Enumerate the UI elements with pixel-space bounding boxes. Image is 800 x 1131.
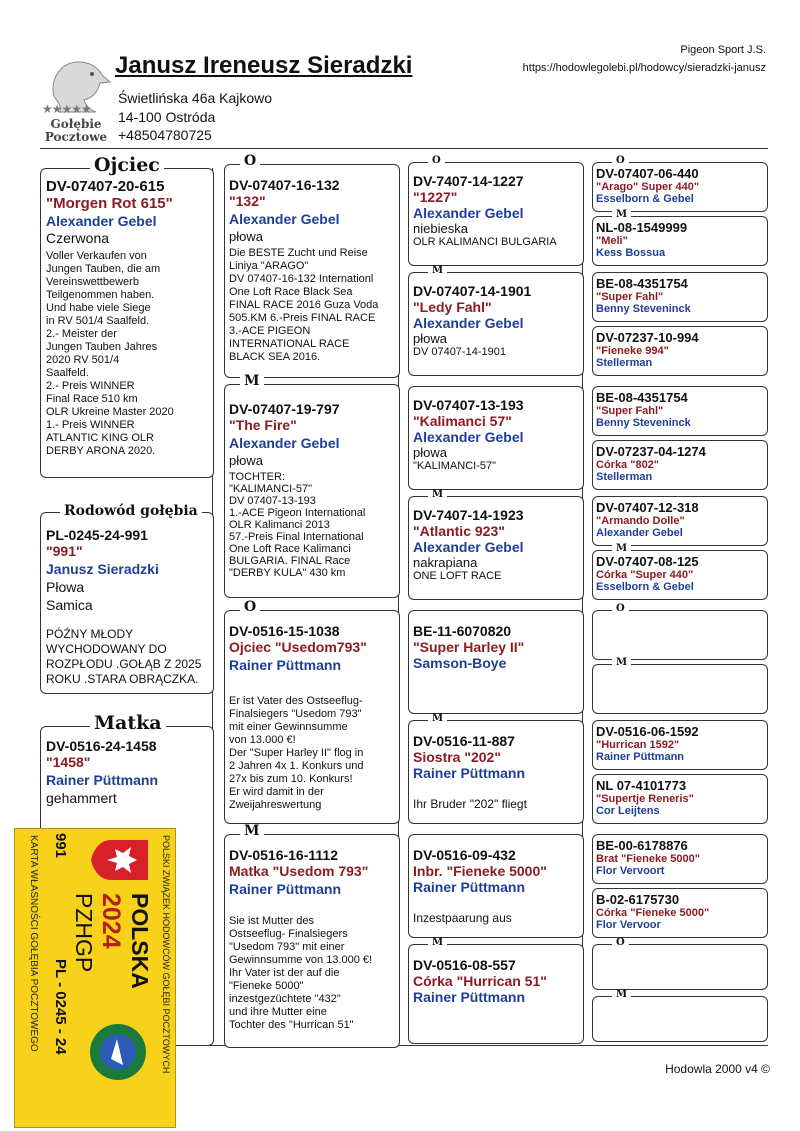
gen3-notes: OLR KALIMANCI BULGARIA	[413, 236, 557, 248]
gen3-breeder: Rainer Püttmann	[413, 765, 526, 781]
gen4-label: O	[612, 156, 629, 166]
gen4-name: "Hurrican 1592"	[596, 739, 680, 751]
gen3-breeder: Alexander Gebel	[413, 429, 524, 445]
gen2-color: płowa	[229, 453, 263, 468]
gen3-ring: BE-11-6070820	[413, 623, 512, 639]
gen4-breeder: Alexander Gebel	[596, 527, 683, 539]
gen2-label: M	[240, 824, 264, 838]
gen3-box-3[interactable]	[408, 496, 584, 600]
gen2-notes: Er ist Vater des Ostseeflug- Finalsiegers "Usedom 793" mit einer Gewinnsumme von 13.000 €! Der "Super Harley II" flog in 2 Jahren 4x 1. Konkurs und 27x bis zum 10. Konkurs! Er wird damit in der Zweijahreswertung	[229, 695, 364, 811]
gen2-notes: Sie ist Mutter des Ostseeflug- Finalsiegers "Usedom 793" mit einer Gewinnsumme von 13.000 €! Ihr Vater ist der auf die "Fieneke 5000" inzestgezüchtete "432" und ihre Mutter eine Tochter des "Hurrican 51"	[229, 915, 373, 1031]
gen3-notes: "KALIMANCI-57"	[413, 460, 496, 472]
gen4-name: "Super Fahl"	[596, 291, 664, 303]
gen4-box-8[interactable]	[592, 610, 768, 660]
gen3-name: Inbr. "Fieneke 5000"	[413, 863, 547, 879]
gen3-name: "Ledy Fahl"	[413, 299, 492, 315]
gen3-name: Córka "Hurrican 51"	[413, 973, 547, 989]
gen3-notes: Inzestpaarung aus	[413, 911, 512, 925]
ownership-card	[14, 828, 176, 1128]
gen2-label: M	[240, 374, 264, 388]
gen3-ring: DV-0516-11-887	[413, 733, 515, 749]
gen2-box-1[interactable]	[224, 384, 400, 598]
gen3-color: nakrapiana	[413, 555, 478, 570]
gen3-notes: ONE LOFT RACE	[413, 570, 502, 582]
gen4-name: "Supertje Reneris"	[596, 793, 694, 805]
gen4-breeder: Rainer Püttmann	[596, 751, 685, 763]
gen3-box-0[interactable]	[408, 162, 584, 266]
gen2-notes: TOCHTER: "KALIMANCI-57" DV 07407-13-193 1.-ACE Pigeon International OLR Kalimanci 2013 57.-Preis Final International One Loft Race Kalimanci BULGARIA. FINAL Race "DERBY KULA" 430 km	[229, 471, 366, 579]
gen3-box-7[interactable]	[408, 944, 584, 1044]
website-url[interactable]: https://hodowlegolebi.pl/hodowcy/sieradzki-janusz	[522, 62, 766, 74]
gen4-box-14[interactable]	[592, 944, 768, 990]
gen4-label: M	[612, 544, 631, 554]
gen2-breeder: Rainer Püttmann	[229, 657, 342, 673]
gen4-ring: DV-07407-06-440	[596, 166, 699, 181]
pigeon-section-label: Rodowód gołębia	[60, 504, 202, 518]
gen3-label: M	[428, 714, 447, 724]
mother-ring: DV-0516-24-1458	[46, 738, 157, 754]
gen2-label: O	[240, 600, 260, 614]
ownership-card-content	[15, 829, 176, 1128]
gen4-name: "Armando Dolle"	[596, 515, 685, 527]
pigeon-notes: PÓŹNY MŁODY WYCHODOWANY DO ROZPŁODU .GOŁĄB Z 2025 ROKU .STARA OBRĄCZKA.	[46, 627, 202, 686]
gen3-breeder: Alexander Gebel	[413, 315, 524, 331]
gen3-box-2[interactable]	[408, 386, 584, 490]
gen4-box-0[interactable]	[592, 162, 768, 212]
gen3-ring: DV-07407-13-193	[413, 397, 524, 413]
stars-icon: ★★★★★	[42, 102, 91, 116]
gen2-name: "132"	[229, 193, 266, 209]
gen4-ring: DV-0516-06-1592	[596, 724, 699, 739]
gen4-box-1[interactable]	[592, 216, 768, 266]
gen4-breeder: Benny Steveninck	[596, 417, 691, 429]
gen4-box-5[interactable]	[592, 440, 768, 490]
gen3-breeder: Alexander Gebel	[413, 205, 524, 221]
gen4-name: "Super Fahl"	[596, 405, 664, 417]
gen4-box-10[interactable]	[592, 720, 768, 770]
gen2-color: płowa	[229, 229, 263, 244]
gen3-label: M	[428, 938, 447, 948]
gen2-label: O	[240, 154, 260, 168]
gen4-breeder: Stellerman	[596, 471, 653, 483]
gen3-label: M	[428, 266, 447, 276]
gen2-ring: DV-0516-16-1112	[229, 847, 338, 863]
gen3-breeder: Rainer Püttmann	[413, 989, 526, 1005]
gen2-box-2[interactable]	[224, 610, 400, 824]
gen4-box-9[interactable]	[592, 664, 768, 714]
gen2-ring: DV-07407-19-797	[229, 401, 340, 417]
header-divider	[40, 148, 768, 149]
gen4-name: Córka "Fieneke 5000"	[596, 907, 710, 919]
gen3-breeder: Alexander Gebel	[413, 539, 524, 555]
gen2-box-3[interactable]	[224, 834, 400, 1048]
gen4-box-7[interactable]	[592, 550, 768, 600]
pigeon-color: Płowa	[46, 579, 85, 595]
pzhgp-logo-icon	[85, 1019, 151, 1085]
gen3-notes: DV 07407-14-1901	[413, 346, 506, 358]
father-box[interactable]	[40, 168, 214, 478]
gen4-label: O	[612, 604, 629, 614]
pigeon-name: "991"	[46, 543, 83, 559]
gen3-name: "1227"	[413, 189, 458, 205]
gen2-breeder: Alexander Gebel	[229, 211, 340, 227]
gen4-ring: DV-07237-04-1274	[596, 444, 706, 459]
father-ring: DV-07407-20-615	[46, 178, 165, 195]
gen2-name: Matka "Usedom 793"	[229, 863, 369, 879]
gen3-ring: DV-0516-08-557	[413, 957, 516, 973]
company-name: Pigeon Sport J.S.	[680, 44, 766, 56]
mother-color: gehammert	[46, 790, 117, 806]
gen4-box-4[interactable]	[592, 386, 768, 436]
gen3-box-5[interactable]	[408, 720, 584, 824]
gen4-breeder: Stellerman	[596, 357, 653, 369]
gen4-breeder: Flor Vervoort	[596, 865, 665, 877]
gen4-ring: DV-07407-12-318	[596, 500, 699, 515]
gen3-color: niebieska	[413, 221, 468, 236]
gen4-ring: NL-08-1549999	[596, 220, 688, 235]
gen4-name: "Meli"	[596, 235, 628, 247]
gen2-breeder: Alexander Gebel	[229, 435, 340, 451]
card-year: 2024	[97, 893, 125, 949]
gen2-breeder: Rainer Püttmann	[229, 881, 342, 897]
gen3-color: płowa	[413, 331, 447, 346]
gen4-breeder: Kess Bossua	[596, 247, 666, 259]
gen3-box-6[interactable]	[408, 834, 584, 938]
gen4-box-13[interactable]	[592, 888, 768, 938]
gen4-box-6[interactable]	[592, 496, 768, 546]
pigeon-sex: Samica	[46, 597, 93, 613]
father-notes: Voller Verkaufen von Jungen Tauben, die am Vereinswettbewerb Teilgenommen haben. Und habe viele Siege in RV 501/4 Saalfeld. 2.- Meister der Jungen Tauben Jahres 2020 RV 501/4 Saalfeld. 2.- Preis WINNER Final Race 510 km OLR Ukreine Master 2020 1.- Preis WINNER ATLANTIC KING OLR DERBY ARONA 2020.	[46, 250, 174, 457]
gen2-notes: Die BESTE Zucht und Reise Liniya "ARAGO" DV 07407-16-132 Internationl One Loft Race Black Sea FINAL RACE 2016 Guza Voda 505.KM 6.-Preis FINAL RACE 3.-ACE PIGEON INTERNATIONAL RACE BLACK SEA 2016.	[229, 247, 379, 363]
gen4-label: M	[612, 990, 631, 1000]
gen2-ring: DV-07407-16-132	[229, 177, 340, 193]
gen3-label: O	[428, 156, 445, 166]
gen4-ring: NL 07-4101773	[596, 778, 687, 793]
gen4-box-15[interactable]	[592, 996, 768, 1042]
father-breeder: Alexander Gebel	[46, 213, 157, 229]
gen3-label: M	[428, 490, 447, 500]
gen4-label: M	[612, 210, 631, 220]
gen4-breeder: Flor Vervoor	[596, 919, 661, 931]
gen4-box-11[interactable]	[592, 774, 768, 824]
gen2-name: "The Fire"	[229, 417, 297, 433]
gen4-breeder: Benny Steveninck	[596, 303, 691, 315]
gen2-name: Ojciec "Usedom793"	[229, 639, 367, 655]
pigeon-box[interactable]	[40, 512, 214, 694]
gen4-ring: BE-00-6178876	[596, 838, 688, 853]
phone: +48504780725	[118, 127, 212, 143]
gen2-ring: DV-0516-15-1038	[229, 623, 340, 639]
gen3-ring: DV-7407-14-1923	[413, 507, 524, 523]
card-abbr: PZHGP	[71, 893, 97, 973]
gen3-box-4[interactable]	[408, 610, 584, 714]
gen4-ring: DV-07407-08-125	[596, 554, 699, 569]
gen3-name: "Kalimanci 57"	[413, 413, 512, 429]
gen4-name: Córka "Super 440"	[596, 569, 694, 581]
gen4-label: O	[612, 938, 629, 948]
card-ring-prefix: PL - 0245 - 24	[52, 959, 69, 1055]
gen4-name: "Fieneke 994"	[596, 345, 669, 357]
mother-label: Matka	[90, 714, 166, 733]
gen4-breeder: Cor Leijtens	[596, 805, 660, 817]
gen4-ring: B-02-6175730	[596, 892, 680, 907]
gen4-ring: DV-07237-10-994	[596, 330, 699, 345]
gen4-box-3[interactable]	[592, 326, 768, 376]
gen4-name: Brat "Fieneke 5000"	[596, 853, 700, 865]
card-ring-number: 991	[52, 833, 69, 859]
mother-breeder: Rainer Püttmann	[46, 772, 159, 788]
pigeon-ring: PL-0245-24-991	[46, 527, 148, 543]
mother-name: "1458"	[46, 754, 91, 770]
address-city: 14-100 Ostróda	[118, 109, 216, 125]
gen4-name: Córka "802"	[596, 459, 660, 471]
gen3-breeder: Samson-Boye	[413, 655, 507, 671]
gen3-notes: Ihr Bruder "202" fliegt	[413, 797, 527, 811]
gen3-ring: DV-0516-09-432	[413, 847, 516, 863]
gen4-breeder: Esselborn & Gebel	[596, 581, 694, 593]
breeder-name: Janusz Ireneusz Sieradzki	[115, 52, 413, 79]
father-name: "Morgen Rot 615"	[46, 195, 173, 212]
gen4-ring: BE-08-4351754	[596, 276, 688, 291]
gen4-label: M	[612, 658, 631, 668]
gen3-box-1[interactable]	[408, 272, 584, 376]
eagle-emblem-icon	[89, 837, 151, 883]
gen3-breeder: Rainer Püttmann	[413, 879, 526, 895]
gen4-ring: BE-08-4351754	[596, 390, 688, 405]
gen4-box-2[interactable]	[592, 272, 768, 322]
address-street: Świetlińska 46a Kajkowo	[118, 90, 273, 106]
gen3-color: płowa	[413, 445, 447, 460]
father-label: Ojciec	[90, 156, 164, 175]
gen3-ring: DV-07407-14-1901	[413, 283, 532, 299]
gen4-box-12[interactable]	[592, 834, 768, 884]
gen2-box-0[interactable]	[224, 164, 400, 378]
card-country: POLSKA	[127, 893, 153, 989]
gen3-name: Siostra "202"	[413, 749, 501, 765]
gen4-breeder: Esselborn & Gebel	[596, 193, 694, 205]
gen4-name: "Arago" Super 440"	[596, 181, 700, 193]
gen3-name: "Super Harley II"	[413, 639, 525, 655]
pigeon-breeder: Janusz Sieradzki	[46, 561, 159, 577]
gen3-ring: DV-7407-14-1227	[413, 173, 524, 189]
card-title: KARTA WŁASNOŚCI GOŁĘBIA POCZTOWEGO	[28, 835, 39, 1052]
logo-text: Gołębie Pocztowe	[44, 117, 108, 144]
gen3-name: "Atlantic 923"	[413, 523, 505, 539]
card-org: POLSKI ZWIĄZEK HODOWCÓW GOŁĘBI POCZTOWYCH	[161, 835, 171, 1074]
footer-version: Hodowla 2000 v4 ©	[665, 1062, 770, 1076]
father-color: Czerwona	[46, 230, 110, 246]
